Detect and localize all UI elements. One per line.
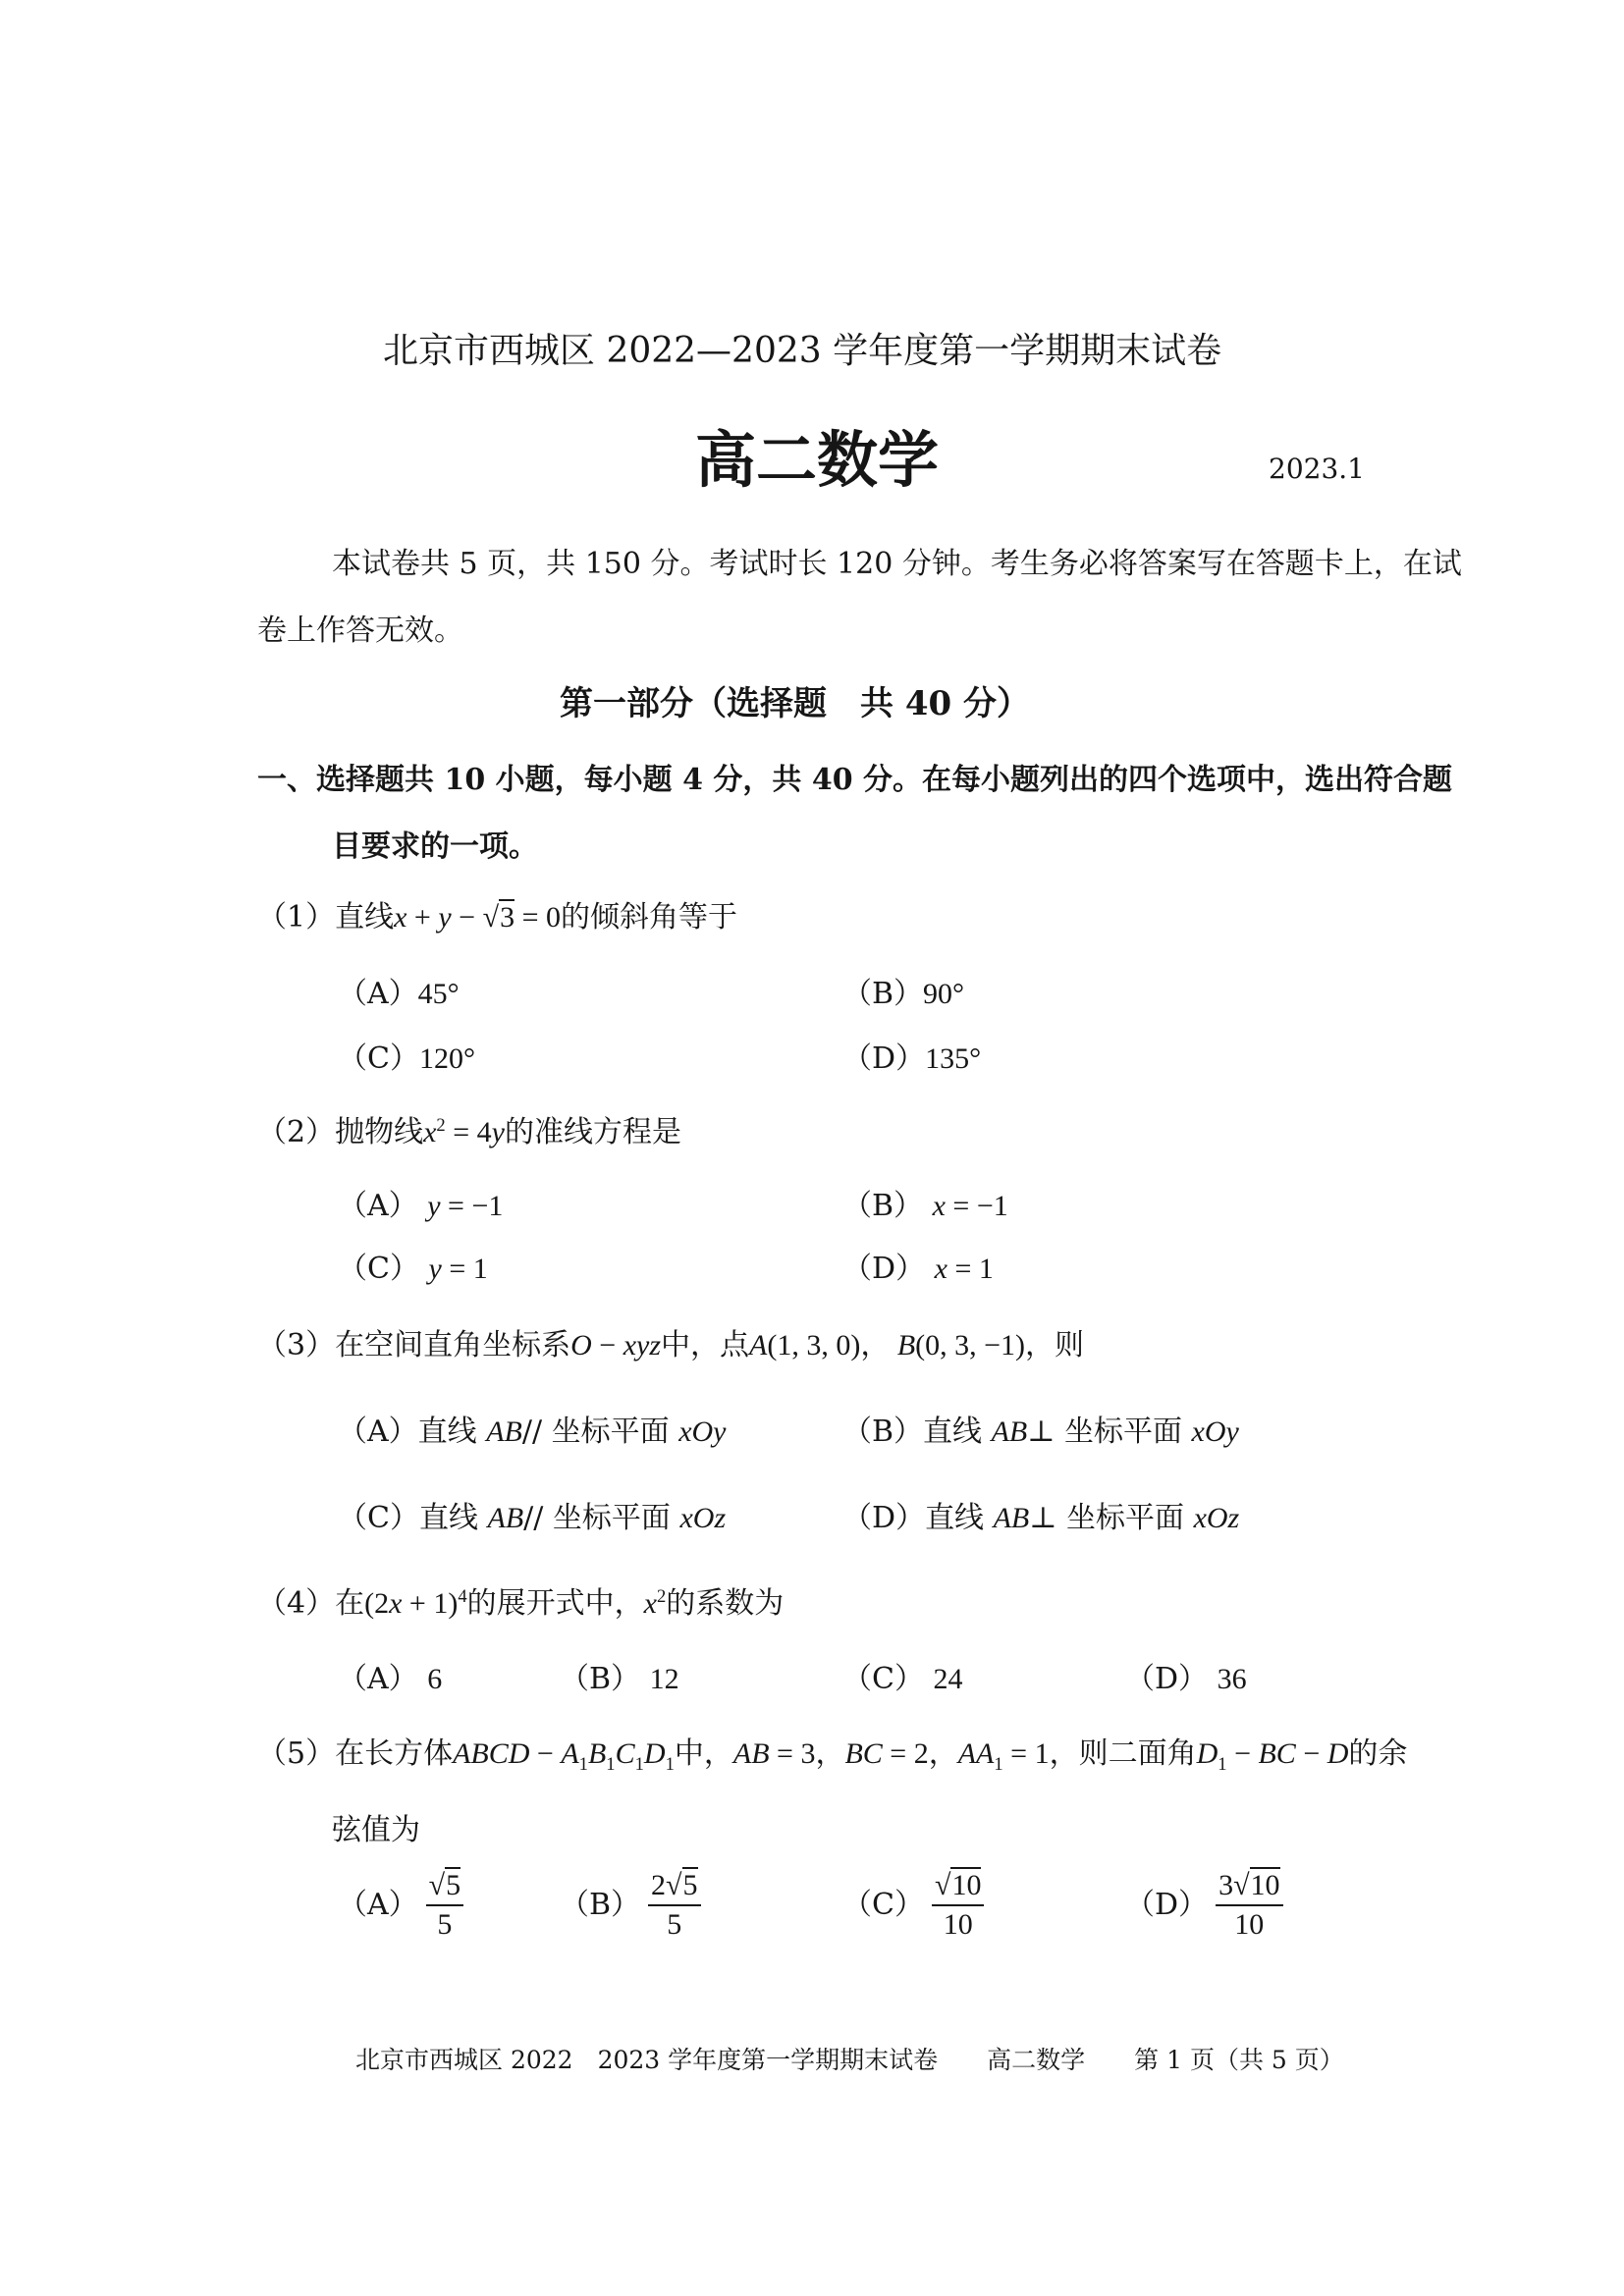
part1-heading: 第一部分（选择题 共 40 分）: [560, 684, 1030, 723]
section-instruction-line-2: 目要求的一项。: [332, 829, 538, 864]
question-2: （2）抛物线$x^2 = 4y$的准线方程是: [257, 1115, 681, 1149]
question-number: （5）: [257, 1736, 336, 1771]
question-text: 的系数为: [666, 1586, 785, 1621]
option-1b: （B）90°: [842, 977, 965, 1011]
option-1a: （A）45°: [338, 977, 460, 1011]
question-number: （4）: [257, 1586, 336, 1621]
option-4b: （B） 12: [560, 1662, 679, 1696]
question-5: （5）在长方体ABCD − $A_1B_1C_1D_1$中，AB = 3，BC = 2，$AA_1 = 1$，则二面角$D_1$ − BC − D的余: [257, 1736, 1408, 1775]
option-1d: （D）135°: [842, 1041, 982, 1076]
section-instruction-line-1: 一、选择题共 10 小题，每小题 4 分，共 40 分。在每小题列出的四个选项中，选出符合题: [257, 763, 1453, 797]
question-1: （1）直线x + y − √3 = 0的倾斜角等于: [257, 900, 737, 934]
option-2a: （A） y = −1: [338, 1189, 504, 1223]
question-text: 的倾斜角等于: [560, 900, 737, 934]
question-text: 的准线方程是: [504, 1115, 681, 1149]
option-3d: （D）直线 AB⊥ 坐标平面 xOz: [842, 1501, 1240, 1535]
question-text: ，则二面角: [1049, 1736, 1197, 1771]
instructions-line-1: 本试卷共 5 页，共 150 分。考试时长 120 分钟。考生务必将答案写在答题卡上，在试: [332, 547, 1462, 581]
option-4c: （C） 24: [842, 1662, 963, 1696]
option-2d: （D） x = 1: [842, 1252, 994, 1286]
question-5-line-2: 弦值为: [332, 1813, 420, 1847]
question-text: 在: [335, 1586, 365, 1621]
option-3b: （B）直线 AB⊥ 坐标平面 xOy: [842, 1415, 1239, 1449]
option-3c: （C）直线 AB// 坐标平面 xOz: [338, 1501, 727, 1535]
option-5a: （A） $\frac{√5}{5}$: [338, 1871, 463, 1940]
option-4d: （D） 36: [1125, 1662, 1247, 1696]
question-text: 的展开式中，: [466, 1586, 644, 1621]
exam-date: 2023.1: [1269, 453, 1365, 485]
question-text: 抛物线: [335, 1115, 424, 1149]
question-text: 在空间直角坐标系: [335, 1328, 571, 1362]
page-footer: 北京市西城区 2022 2023 学年度第一学期期末试卷 高二数学 第 1 页（共 5 页）: [355, 2046, 1344, 2074]
question-text: 直线: [335, 900, 395, 934]
question-number: （2）: [257, 1115, 336, 1149]
option-3a: （A）直线 AB// 坐标平面 xOy: [338, 1415, 727, 1449]
question-text: 中，点: [661, 1328, 749, 1362]
option-4a: （A） 6: [338, 1662, 443, 1696]
math-expression: x: [394, 901, 407, 934]
math-expression: x: [423, 1116, 437, 1148]
exam-title: 北京市西城区 2022—2023 学年度第一学期期末试卷: [383, 331, 1222, 371]
question-number: （3）: [257, 1328, 336, 1362]
question-number: （1）: [257, 900, 336, 934]
question-text: 在长方体: [335, 1736, 454, 1771]
question-text: ，则: [1025, 1328, 1085, 1362]
option-5b: （B） $\frac{2√5}{5}$: [560, 1871, 701, 1940]
question-4: （4）在$(2x + 1)^4$的展开式中，$x^2$的系数为: [257, 1586, 785, 1621]
option-1c: （C）120°: [338, 1041, 475, 1076]
question-text: 的余: [1348, 1736, 1408, 1771]
question-text: 中，: [674, 1736, 733, 1771]
subject-title: 高二数学: [695, 424, 940, 496]
instructions-line-2: 卷上作答无效。: [257, 614, 463, 648]
option-5c: （C） $\frac{√10}{10}$: [842, 1871, 984, 1940]
option-2b: （B） x = −1: [842, 1189, 1008, 1223]
option-2c: （C） y = 1: [338, 1252, 488, 1286]
question-3: （3）在空间直角坐标系O − xyz中，点A(1, 3, 0)， B(0, 3, −1)，则: [257, 1328, 1085, 1362]
option-5d: （D） $\frac{3√10}{10}$: [1125, 1871, 1283, 1940]
